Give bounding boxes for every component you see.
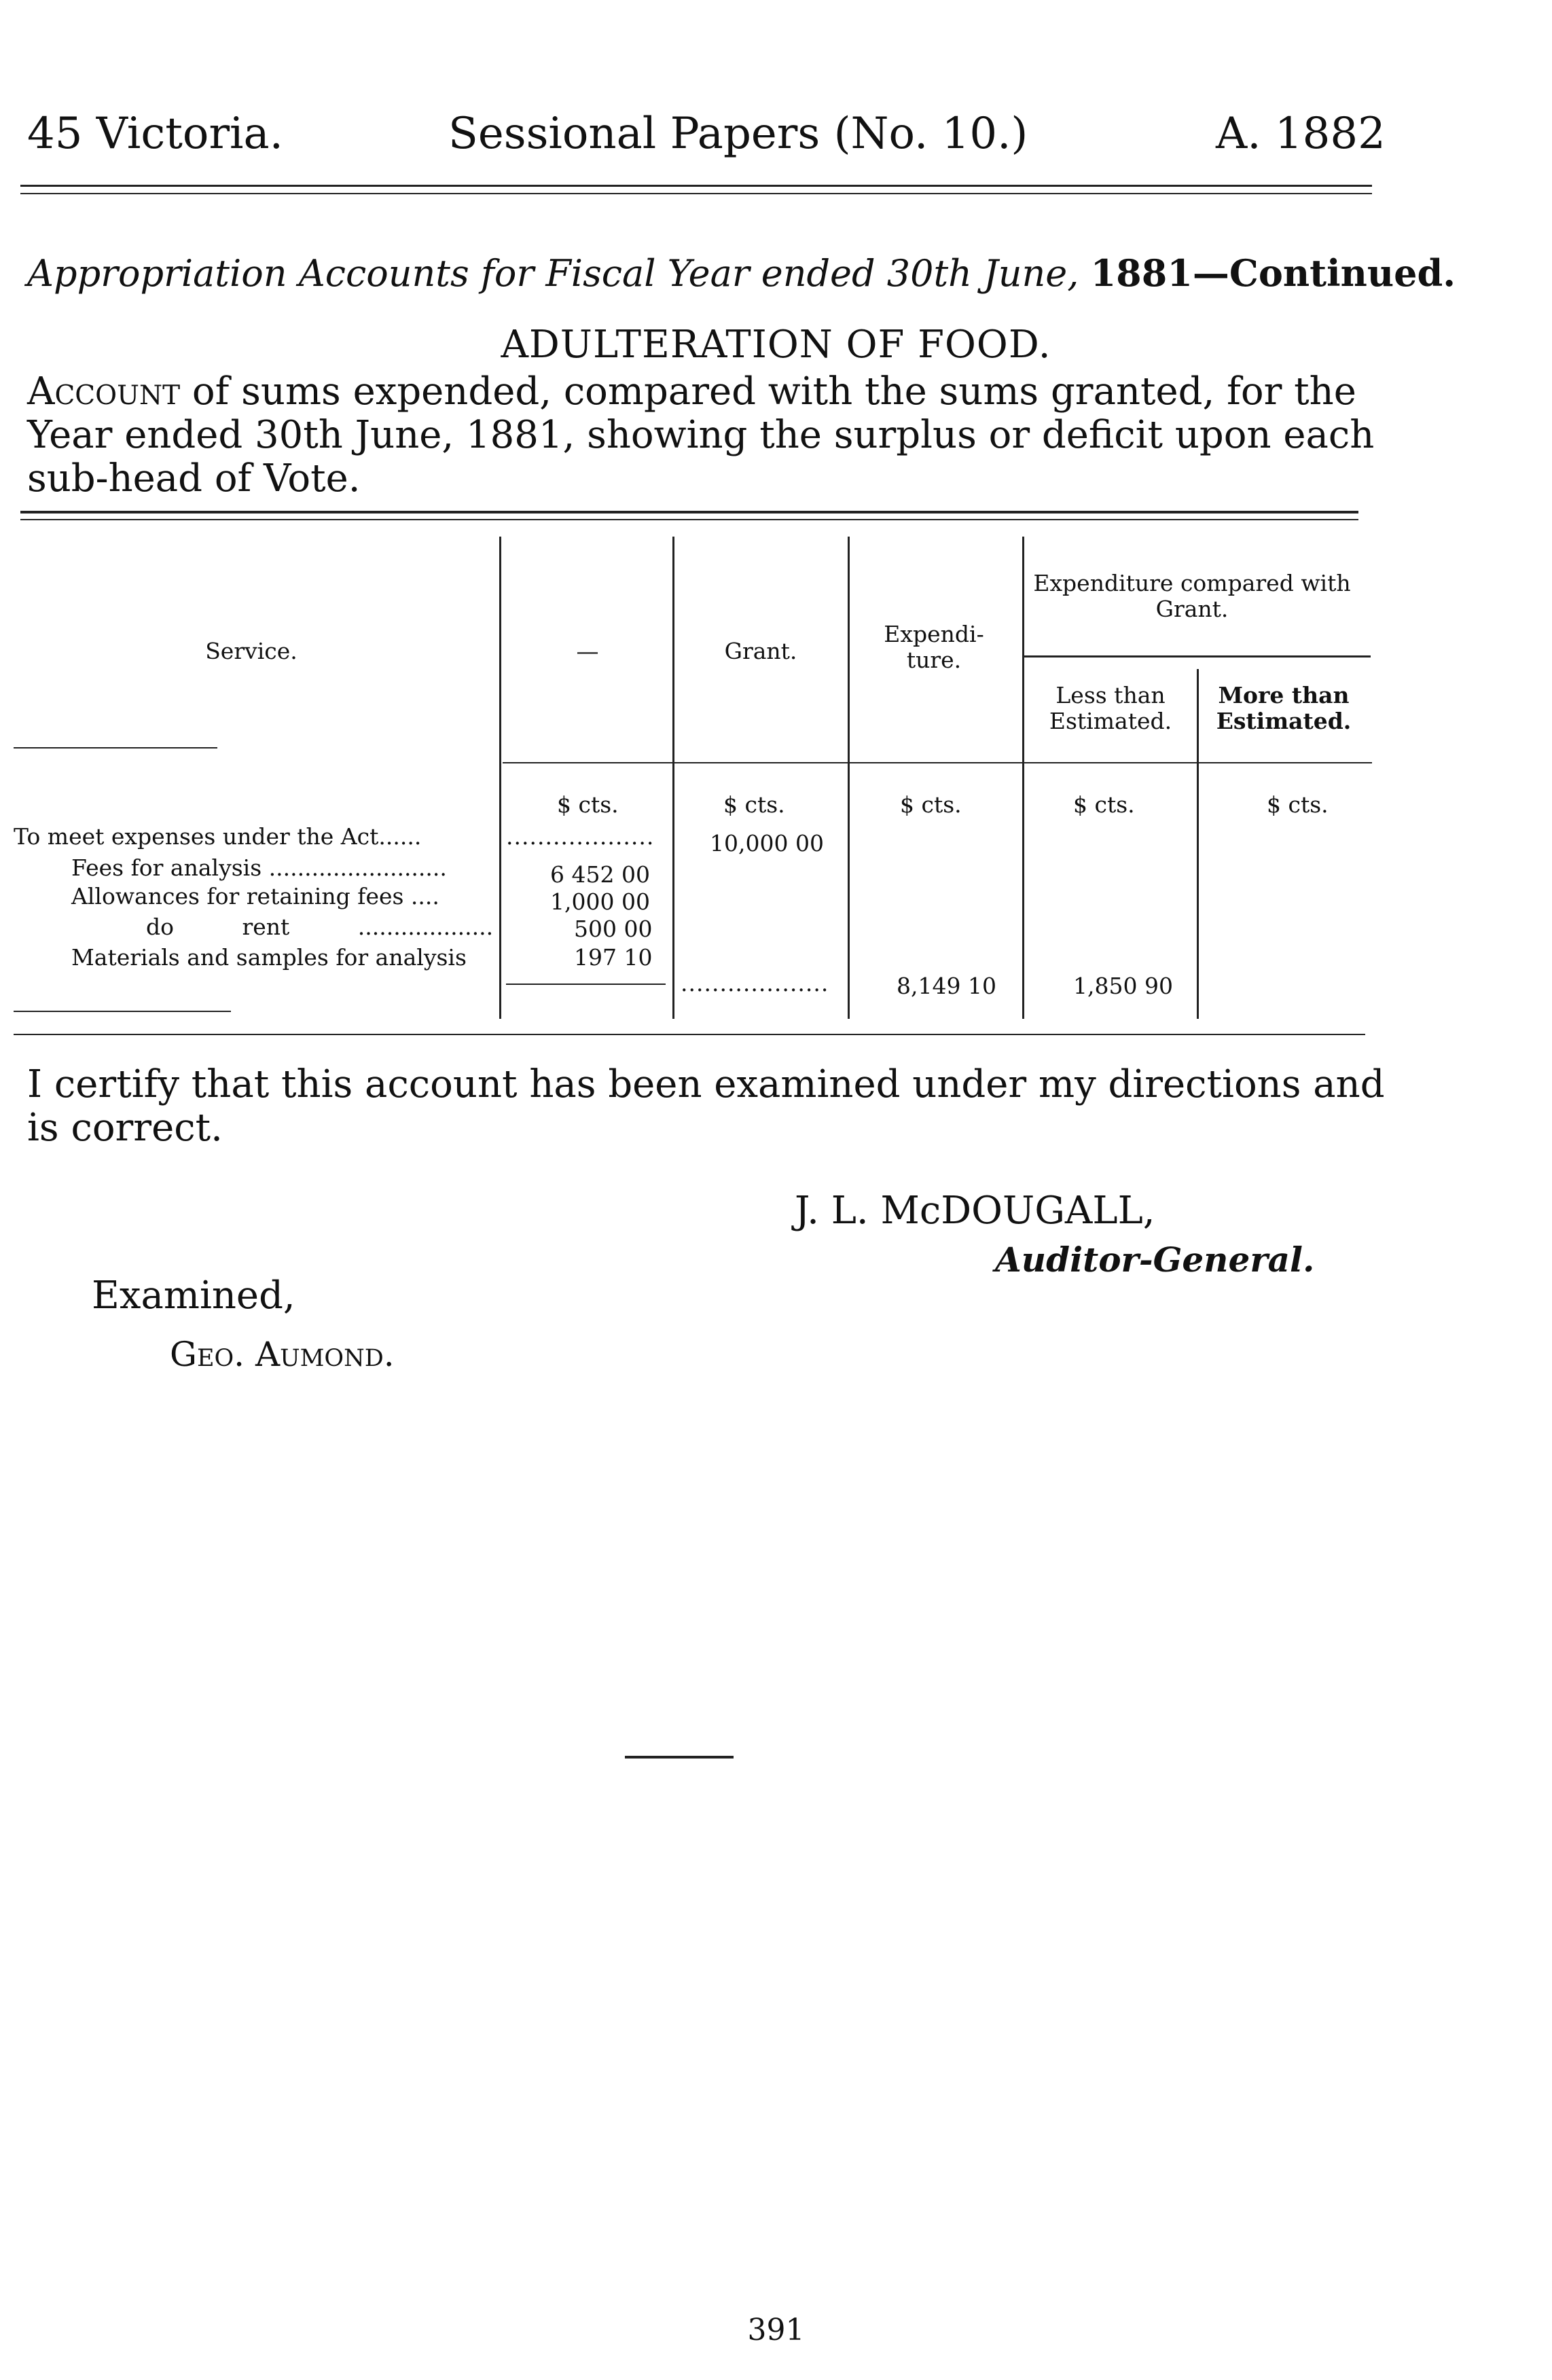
subtitle-continued: 1881—Continued. bbox=[1090, 251, 1456, 295]
auditor-title: Auditor-General. bbox=[995, 1240, 1315, 1280]
examined-label: Examined, bbox=[92, 1274, 295, 1318]
auditor-name: J. L. McDOUGALL, bbox=[795, 1189, 1155, 1233]
header-grant: Grant. bbox=[724, 638, 797, 664]
total-grant: ................... bbox=[681, 970, 829, 996]
examiner-name: Geo. Aumond. bbox=[170, 1335, 395, 1374]
header-left: 45 Victoria. bbox=[27, 109, 283, 159]
units-dash: $ cts. bbox=[557, 791, 619, 818]
table-divider bbox=[848, 537, 850, 1019]
table-row-service: do rent ................... bbox=[146, 914, 494, 940]
certificate-text: I certify that this account has been examined under my directions and is correct. bbox=[27, 1062, 1385, 1150]
intro-rule-thin bbox=[20, 519, 1358, 520]
header-rule bbox=[20, 185, 1372, 187]
units-less: $ cts. bbox=[1073, 791, 1135, 818]
compared-rule bbox=[1024, 655, 1371, 657]
header-compared: Expenditure compared with Grant. bbox=[1033, 570, 1351, 622]
header-dash: — bbox=[576, 638, 599, 664]
total-expenditure: 8,149 10 bbox=[897, 973, 996, 999]
header-less: Less than Estimated. bbox=[1049, 682, 1172, 734]
header-rule-thin bbox=[20, 193, 1372, 194]
table-divider bbox=[1022, 537, 1024, 1019]
subtitle-italic: Appropriation Accounts for Fiscal Year ended 30th June, bbox=[27, 252, 1079, 295]
table-row-dash: 197 10 bbox=[574, 944, 653, 971]
section-title: ADULTERATION OF FOOD. bbox=[501, 323, 1051, 367]
table-row-dash: 6 452 00 bbox=[550, 861, 650, 888]
intro-rule bbox=[20, 511, 1358, 513]
units-grant: $ cts. bbox=[723, 791, 785, 818]
table-row-service: Fees for analysis ......................... bbox=[71, 854, 447, 881]
header-right: A. 1882 bbox=[1216, 109, 1386, 159]
table-divider bbox=[672, 537, 674, 1019]
intro-paragraph bbox=[27, 370, 1386, 501]
table-row-service: To meet expenses under the Act...... bbox=[14, 823, 422, 850]
table-bottom-rule bbox=[14, 1034, 1365, 1035]
table-row-dash: 500 00 bbox=[574, 916, 653, 942]
header-bottom-rule bbox=[503, 762, 1372, 763]
total-less: 1,850 90 bbox=[1073, 973, 1173, 999]
subtitle bbox=[27, 251, 1456, 295]
header-service: Service. bbox=[205, 638, 297, 664]
header-expenditure: Expendi-ture. bbox=[884, 621, 984, 673]
end-rule bbox=[625, 1756, 734, 1759]
table-row-dash: 1,000 00 bbox=[550, 888, 650, 915]
table-divider bbox=[499, 537, 501, 1019]
table-bottom-rule-left bbox=[14, 1011, 231, 1012]
table-row-grant: 10,000 00 bbox=[710, 830, 824, 857]
intro-lead: Account bbox=[27, 369, 181, 414]
subtotal-rule bbox=[506, 984, 666, 985]
header-more: More than Estimated. bbox=[1216, 682, 1352, 734]
table-row-service: Materials and samples for analysis bbox=[71, 944, 467, 971]
table-row-service: Allowances for retaining fees .... bbox=[71, 883, 439, 909]
intro-text: of sums expended, compared with the sums granted, for the Year ended 30th June, 1881, showing the surplus or deficit upon each sub-head of Vote. bbox=[27, 369, 1375, 501]
table-row-dash: ................... bbox=[506, 823, 655, 850]
header-center: Sessional Papers (No. 10.) bbox=[448, 109, 1028, 159]
units-more: $ cts. bbox=[1267, 791, 1329, 818]
page-number: 391 bbox=[747, 2313, 805, 2347]
service-header-rule bbox=[14, 747, 217, 749]
units-expenditure: $ cts. bbox=[900, 791, 962, 818]
table-divider bbox=[1197, 669, 1199, 1019]
